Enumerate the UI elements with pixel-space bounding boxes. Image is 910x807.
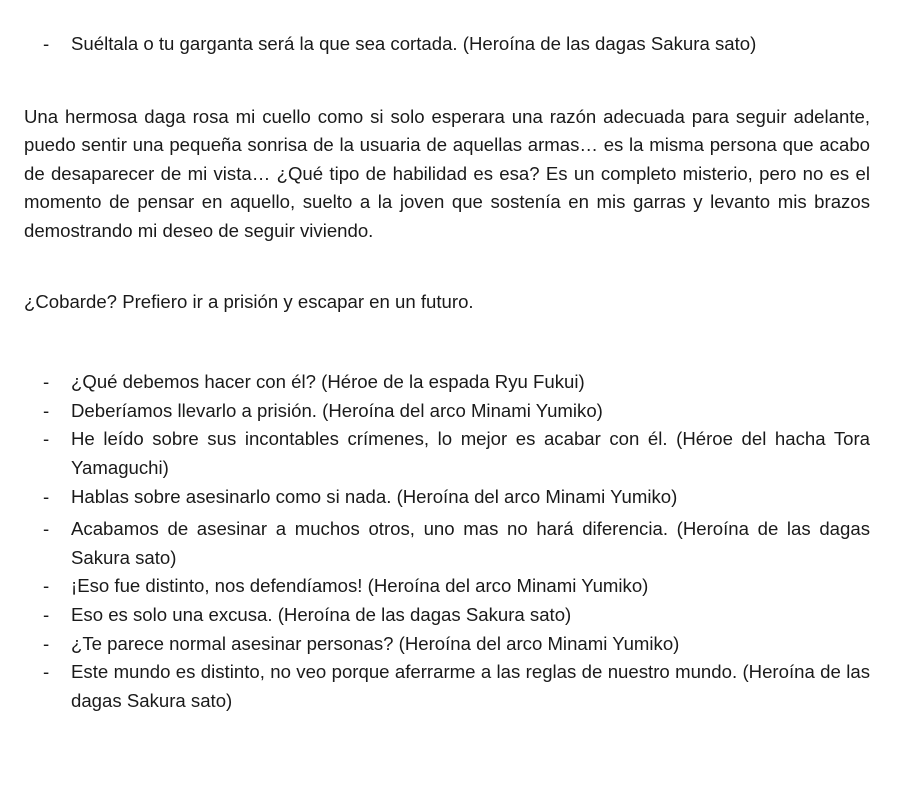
dash-bullet: - — [43, 485, 50, 507]
dash-bullet: - — [43, 603, 50, 625]
dialogue-line — [24, 630, 870, 659]
dialogue-line — [24, 368, 870, 397]
dash-bullet: - — [43, 575, 50, 597]
dialogue-list-top — [24, 30, 870, 59]
dialogue-line — [24, 601, 870, 630]
dialogue-line — [24, 30, 870, 59]
dash-bullet: - — [43, 518, 50, 540]
dialogue-text: He leído sobre sus incontables crímenes, lo mejor es acabar con él. (Héroe del hacha Tora Yamaguchi) — [71, 428, 870, 478]
dialogue-list — [24, 368, 870, 715]
dialogue-text: Suéltala o tu garganta será la que sea cortada. (Heroína de las dagas Sakura sato) — [71, 33, 757, 54]
dialogue-text: Eso es solo una excusa. (Heroína de las dagas Sakura sato) — [71, 603, 572, 625]
dialogue-text: ¡Eso fue distinto, nos defendíamos! (Heroína del arco Minami Yumiko) — [71, 575, 649, 597]
dialogue-line — [24, 658, 870, 715]
dash-bullet: - — [43, 371, 50, 393]
dialogue-line — [24, 572, 870, 601]
dash-bullet: - — [43, 632, 50, 654]
narrative-paragraph: Una hermosa daga rosa mi cuello como si solo esperara una razón adecuada para seguir adelante, puedo sentir una pequeña sonrisa de la usuaria de aquellas armas… es la misma persona que acabo de desaparecer de mi vista… ¿Qué tipo de habilidad es esa? Es un completo misterio, pero no es el momento de pensar en aquello, suelto a la joven que sostenía en mis garras y levanto mis brazos demostrando mi deseo de seguir viviendo. — [24, 105, 870, 241]
narrative-paragraph: ¿Cobarde? Prefiero ir a prisión y escapar en un futuro. — [24, 290, 474, 312]
dialogue-line — [24, 425, 870, 482]
dialogue-text: ¿Qué debemos hacer con él? (Héroe de la espada Ryu Fukui) — [71, 371, 585, 393]
dialogue-text: Este mundo es distinto, no veo porque aferrarme a las reglas de nuestro mundo. (Heroína de las dagas Sakura sato) — [71, 661, 870, 711]
dash-bullet: - — [43, 428, 50, 450]
document-body — [24, 30, 870, 715]
dash-bullet: - — [43, 399, 50, 421]
dash-bullet: - — [43, 661, 50, 683]
dialogue-text: Deberíamos llevarlo a prisión. (Heroína del arco Minami Yumiko) — [71, 399, 603, 421]
dialogue-line — [24, 397, 870, 426]
dialogue-line — [24, 515, 870, 572]
dialogue-line — [24, 483, 870, 512]
dialogue-text: Acabamos de asesinar a muchos otros, uno mas no hará diferencia. (Heroína de las dagas Sakura sato) — [71, 518, 870, 568]
dash-bullet: - — [43, 33, 50, 54]
dialogue-text: ¿Te parece normal asesinar personas? (Heroína del arco Minami Yumiko) — [71, 632, 680, 654]
dialogue-text: Hablas sobre asesinarlo como si nada. (Heroína del arco Minami Yumiko) — [71, 485, 678, 507]
